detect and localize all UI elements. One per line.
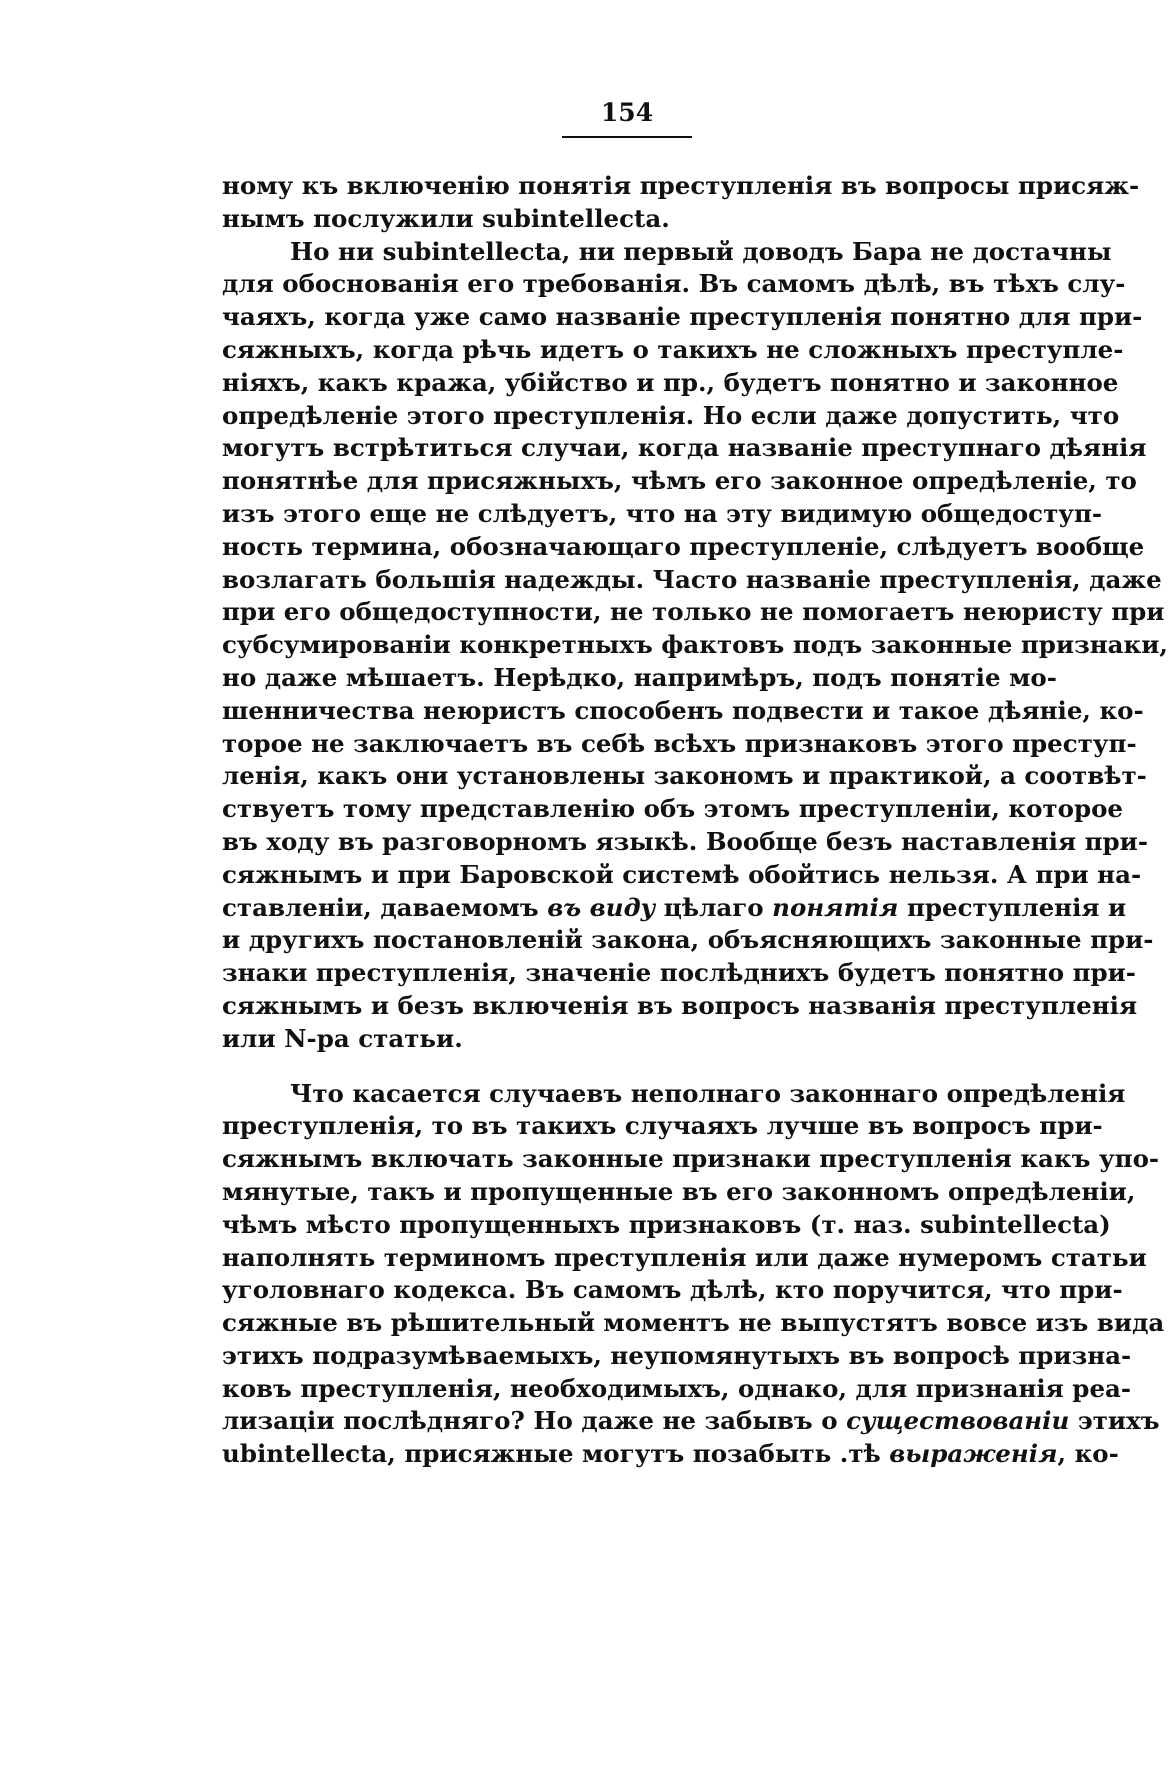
text-line: Что касается случаевъ неполнаго законнаго опредѣленія (290, 1078, 1126, 1108)
text-line: сяжные въ рѣшительный моментъ не выпустятъ вовсе изъ вида (222, 1308, 1165, 1338)
paragraph-2 (222, 236, 1168, 1056)
text-line: ніяхъ, какъ кража, убійство и пр., будетъ понятно и законное (222, 367, 1119, 397)
text-line: нымъ послужили subintellecta. (222, 203, 670, 233)
page-number-rule (562, 136, 692, 138)
italic-run: понятія (772, 892, 899, 922)
italic-run: въ виду (547, 892, 656, 922)
text-line: мянутые, такъ и пропущенные въ его законномъ опредѣленіи, (222, 1176, 1136, 1206)
body-text (222, 170, 1168, 1471)
text-line: сяжнымъ и безъ включенія въ вопросъ названія преступленія (222, 990, 1138, 1020)
text-line: чаяхъ, когда уже само названіе преступленія понятно для при- (222, 302, 1143, 332)
text-run: , ко- (1057, 1439, 1119, 1469)
text-line: уголовнаго кодекса. Въ самомъ дѣлѣ, кто поручится, что при- (222, 1275, 1123, 1305)
text-run: лизаціи послѣдняго? Но даже не забывъ о (222, 1406, 847, 1436)
text-line (222, 1438, 1119, 1471)
text-run: ставленіи, даваемомъ (222, 892, 548, 922)
text-line (222, 1405, 1160, 1438)
text-run: этихъ (1069, 1406, 1160, 1436)
text-line: или N-ра статьи. (222, 1023, 463, 1053)
text-line: преступленія, то въ такихъ случаяхъ лучше въ вопросъ при- (222, 1111, 1103, 1141)
italic-run: выраженія (889, 1439, 1058, 1469)
text-line (222, 892, 1127, 925)
text-line: Но ни subintellecta, ни первый доводъ Бара не достачны (290, 236, 1112, 266)
text-line: понятнѣе для присяжныхъ, чѣмъ его законное опредѣленіе, то (222, 466, 1137, 496)
page-number: 154 (600, 98, 654, 127)
text-line: сяжнымъ и при Баровской системѣ обойтись нельзя. А при на- (222, 859, 1142, 889)
text-line: возлагать большія надежды. Часто названіе преступленія, даже (222, 564, 1162, 594)
text-line: въ ходу въ разговорномъ языкѣ. Вообще безъ наставленія при- (222, 826, 1149, 856)
text-line: ствуетъ тому представленію объ этомъ преступленіи, которое (222, 794, 1124, 824)
text-line: шенничества неюристъ способенъ подвести и такое дѣяніе, ко- (222, 695, 1144, 725)
text-line: для обоснованія его требованія. Въ самомъ дѣлѣ, въ тѣхъ слу- (222, 269, 1126, 299)
paragraph-gap (222, 1056, 1052, 1078)
italic-run: существованіи (846, 1406, 1070, 1436)
text-line: при его общедоступности, не только не помогаетъ неюристу при (222, 597, 1165, 627)
text-line: ному къ включенію понятія преступленія въ вопросы присяж- (222, 171, 1140, 200)
text-line: субсумированіи конкретныхъ фактовъ подъ законные признаки, (222, 630, 1168, 660)
text-line: изъ этого еще не слѣдуетъ, что на эту видимую общедоступ- (222, 498, 1103, 528)
text-line: этихъ подразумѣваемыхъ, неупомянутыхъ въ вопросѣ призна- (222, 1340, 1132, 1370)
text-line: сяжнымъ включать законные признаки преступленія какъ упо- (222, 1144, 1160, 1174)
text-line: но даже мѣшаетъ. Нерѣдко, напримѣръ, подъ понятіе мо- (222, 662, 1057, 692)
text-line: ленія, какъ они установлены закономъ и практикой, а соотвѣт- (222, 761, 1147, 791)
text-line: торое не заключаетъ въ себѣ всѣхъ признаковъ этого преступ- (222, 728, 1137, 758)
text-line: ность термина, обозначающаго преступленіе, слѣдуетъ вообще (222, 531, 1145, 561)
text-run: преступленія и (898, 892, 1127, 922)
paragraph-3 (222, 1078, 1165, 1472)
text-line: знаки преступленія, значеніе послѣднихъ будетъ понятно при- (222, 958, 1136, 988)
text-line: сяжныхъ, когда рѣчь идетъ о такихъ не сложныхъ преступле- (222, 334, 1124, 364)
text-run: ubintellecta, присяжные могутъ позабыть .тѣ (222, 1439, 890, 1469)
text-line: чѣмъ мѣсто пропущенныхъ признаковъ (т. наз. subintellecta) (222, 1209, 1111, 1239)
text-line: наполнять терминомъ преступленія или даже нумеромъ статьи (222, 1242, 1147, 1272)
text-line: ковъ преступленія, необходимыхъ, однако, для признанія реа- (222, 1373, 1132, 1403)
text-line: могутъ встрѣтиться случаи, когда названіе преступнаго дѣянія (222, 433, 1147, 463)
text-line: и другихъ постановленій закона, объясняющихъ законные при- (222, 925, 1154, 955)
text-run: цѣлаго (655, 892, 773, 922)
text-line: опредѣленіе этого преступленія. Но если даже допустить, что (222, 400, 1120, 430)
paragraph-1 (222, 170, 1140, 236)
